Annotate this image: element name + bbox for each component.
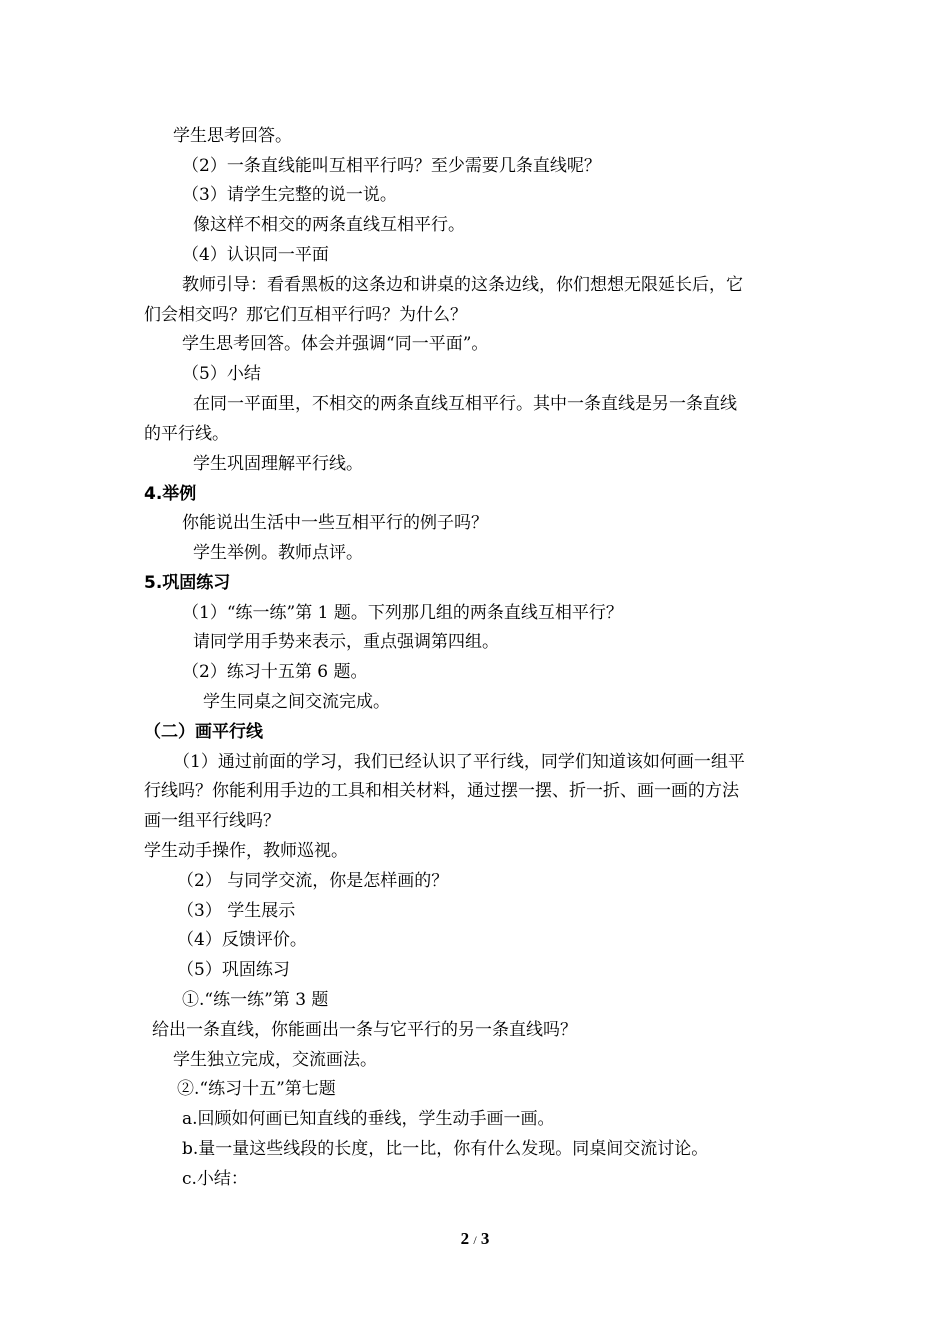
text-line: ①.“练一练”第 3 题	[182, 990, 329, 1010]
text-line: （4）认识同一平面	[182, 245, 329, 265]
text-line: （4）反馈评价。	[177, 930, 307, 950]
text-line: （5）巩固练习	[177, 960, 290, 980]
text-line: 画一组平行线吗？	[144, 811, 280, 831]
text-line: （2） 与同学交流，你是怎样画的？	[177, 871, 449, 891]
text-line: c.小结：	[182, 1169, 248, 1189]
section-heading: 5.巩固练习	[144, 573, 231, 593]
total-pages: 3	[480, 1229, 490, 1248]
text-line: （3）请学生完整的说一说。	[182, 185, 397, 205]
section-heading: （二）画平行线	[144, 722, 263, 742]
text-line: 学生独立完成，交流画法。	[173, 1050, 377, 1070]
text-line: 请同学用手势来表示，重点强调第四组。	[193, 632, 499, 652]
text-line: ②.“练习十五”第七题	[177, 1079, 336, 1099]
text-line: （3） 学生展示	[177, 901, 296, 921]
text-line: 学生动手操作，教师巡视。	[144, 841, 348, 861]
text-line: 在同一平面里，不相交的两条直线互相平行。其中一条直线是另一条直线	[193, 394, 737, 414]
text-line: a.回顾如何画已知直线的垂线，学生动手画一画。	[182, 1109, 555, 1129]
text-line: 的平行线。	[144, 424, 229, 444]
text-line: 教师引导：看看黑板的这条边和讲桌的这条边线，你们想想无限延长后，它	[182, 275, 743, 295]
current-page: 2	[460, 1229, 470, 1248]
text-line: （1）“练一练”第 1 题。下列那几组的两条直线互相平行？	[182, 603, 623, 623]
text-line: 学生举例。教师点评。	[193, 543, 363, 563]
text-line: 学生巩固理解平行线。	[193, 454, 363, 474]
text-line: 学生思考回答。体会并强调“同一平面”。	[182, 334, 489, 354]
text-line: 像这样不相交的两条直线互相平行。	[193, 215, 465, 235]
text-line: 学生同桌之间交流完成。	[203, 692, 390, 712]
text-line: 行线吗？你能利用手边的工具和相关材料，通过摆一摆、折一折、画一画的方法	[144, 781, 739, 801]
text-line: b.量一量这些线段的长度，比一比，你有什么发现。同桌间交流讨论。	[182, 1139, 709, 1159]
section-heading: 4.举例	[144, 484, 197, 504]
text-line: （1）通过前面的学习，我们已经认识了平行线，同学们知道该如何画一组平	[173, 752, 745, 772]
text-line: （5）小结	[182, 364, 261, 384]
text-line: （2）一条直线能叫互相平行吗？至少需要几条直线呢？	[182, 156, 601, 176]
text-line: 学生思考回答。	[173, 126, 292, 146]
page-number	[0, 1229, 950, 1249]
text-line: 给出一条直线，你能画出一条与它平行的另一条直线吗？	[152, 1020, 577, 1040]
text-line: 你能说出生活中一些互相平行的例子吗？	[182, 513, 488, 533]
text-line: （2）练习十五第 6 题。	[182, 662, 368, 682]
page-separator: /	[473, 1233, 477, 1247]
text-line: 们会相交吗？那它们互相平行吗？为什么？	[144, 305, 467, 325]
